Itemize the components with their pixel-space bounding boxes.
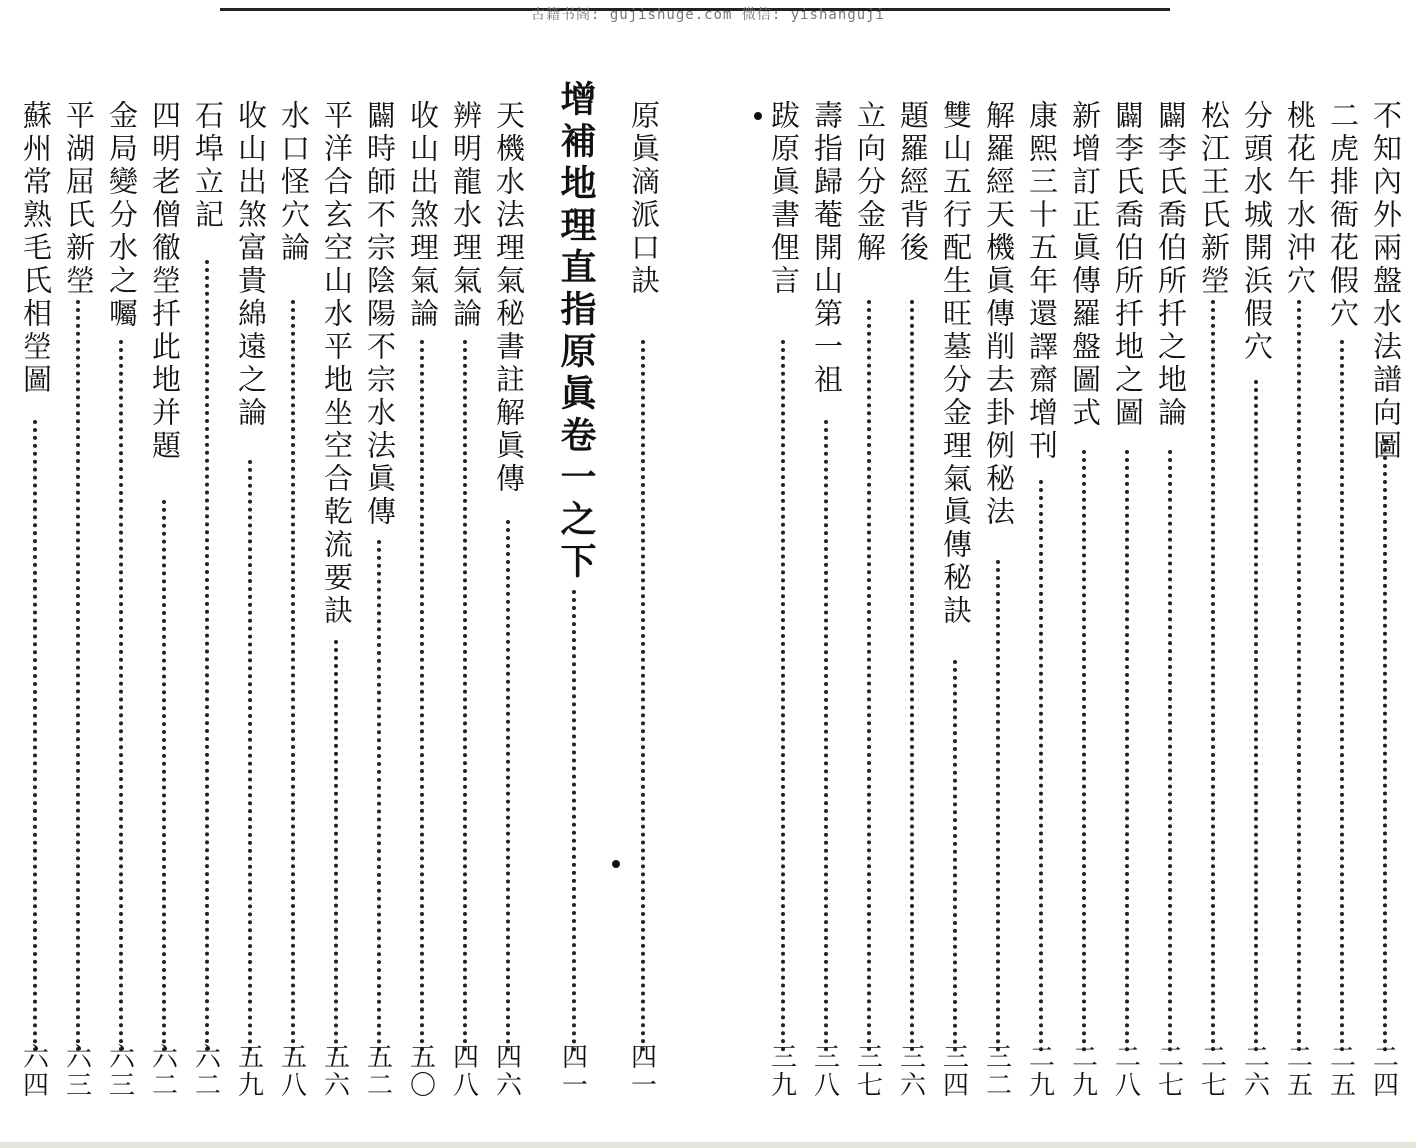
toc-entry-title: 水口怪穴論	[277, 100, 311, 265]
toc-entry[interactable]	[189, 100, 227, 1100]
leader-dots	[334, 640, 338, 1052]
scan-edge	[0, 1142, 1416, 1148]
leader-dots	[1383, 440, 1387, 1052]
ink-speck	[612, 860, 620, 868]
toc-entry-title: 松江王氏新塋	[1197, 100, 1231, 298]
toc-page-number: 三六	[899, 1043, 926, 1101]
toc-entry-title: 原眞滴派口訣	[627, 100, 661, 298]
toc-entry-title: 四明老僧徹塋扦此地并題	[148, 100, 182, 463]
leader-dots	[119, 340, 123, 1052]
leader-dots	[506, 520, 510, 1052]
toc-page-number: 六二	[194, 1043, 221, 1101]
toc-entry[interactable]	[361, 100, 399, 1100]
toc-entry-title: 蘇州常熟毛氏相塋圖	[19, 100, 53, 397]
leader-dots	[291, 300, 295, 1052]
toc-page-number: 二七	[1200, 1043, 1227, 1101]
toc-entry[interactable]	[146, 100, 184, 1100]
toc-page-number: 二四	[1372, 1043, 1399, 1101]
leader-dots	[76, 300, 80, 1052]
toc-entry[interactable]	[1109, 100, 1147, 1100]
toc-page-number: 二九	[1028, 1043, 1055, 1101]
leader-dots	[1211, 300, 1215, 1052]
toc-entry[interactable]	[318, 100, 356, 1100]
leader-dots	[1254, 380, 1258, 1052]
toc-entry-title: 分頭水城開浜假穴	[1240, 100, 1274, 364]
toc-entry[interactable]	[232, 100, 270, 1100]
toc-entry[interactable]	[1281, 100, 1319, 1100]
toc-page-number: 四一	[561, 1043, 588, 1101]
toc-page-number: 五九	[237, 1043, 264, 1101]
toc-page-number: 二六	[1243, 1043, 1270, 1101]
toc-page-number: 六四	[22, 1043, 49, 1101]
toc-entry-title: 石埠立記	[191, 100, 225, 232]
toc-entry-title: 闢李氏喬伯所扦地之圖	[1111, 100, 1145, 430]
toc-entry-title: 平湖屈氏新塋	[62, 100, 96, 298]
toc-entry-title: 平洋合玄空山水平地坐空合乾流要訣	[320, 100, 354, 628]
toc-entry-title: 二虎排衙花假穴	[1326, 100, 1360, 331]
toc-entry[interactable]	[980, 100, 1018, 1100]
ink-speck	[754, 112, 762, 120]
toc-page-number: 五六	[323, 1043, 350, 1101]
toc-page-number: 六二	[151, 1043, 178, 1101]
toc-entry-title: 解羅經天機眞傳削去卦例秘法	[982, 100, 1016, 529]
toc-entry[interactable]	[808, 100, 846, 1100]
toc-entry-title: 立向分金解	[853, 100, 887, 265]
leader-dots	[33, 420, 37, 1052]
toc-entry-title: 桃花午水沖穴	[1283, 100, 1317, 298]
toc-entry[interactable]	[60, 100, 98, 1100]
toc-entry-title: 收山出煞理氣論	[406, 100, 440, 331]
toc-page-number: 二七	[1157, 1043, 1184, 1101]
leader-dots	[1168, 450, 1172, 1052]
leader-dots	[910, 300, 914, 1052]
toc-entry[interactable]	[447, 100, 485, 1100]
leader-dots	[572, 590, 576, 1052]
toc-entry-title: 收山出煞富貴綿遠之論	[234, 100, 268, 430]
toc-entry-title: 壽指歸菴開山第一祖	[810, 100, 844, 397]
toc-entry[interactable]	[17, 100, 55, 1100]
toc-entry-title: 辨明龍水理氣論	[449, 100, 483, 331]
leader-dots	[996, 560, 1000, 1052]
toc-entry[interactable]	[1324, 100, 1362, 1100]
toc-page-number: 三四	[942, 1043, 969, 1101]
toc-entry-title: 闢李氏喬伯所扦之地論	[1154, 100, 1188, 430]
leader-dots	[377, 540, 381, 1052]
toc-page-number: 三七	[856, 1043, 883, 1101]
toc-entry-title: 新增訂正眞傳羅盤圖式	[1068, 100, 1102, 430]
leader-dots	[162, 500, 166, 1052]
leader-dots	[824, 420, 828, 1052]
leader-dots	[1082, 450, 1086, 1052]
toc-entry[interactable]	[103, 100, 141, 1100]
section-heading[interactable]	[552, 80, 598, 1100]
toc-entry[interactable]	[937, 100, 975, 1100]
toc-entry[interactable]	[1023, 100, 1061, 1100]
toc-entry-title: 康熙三十五年還譯齋增刊	[1025, 100, 1059, 463]
toc-page-number: 二五	[1329, 1043, 1356, 1101]
toc-page-number: 二九	[1071, 1043, 1098, 1101]
leader-dots	[641, 340, 645, 1052]
leader-dots	[1297, 300, 1301, 1052]
toc-entry-title: 雙山五行配生旺墓分金理氣眞傳秘訣	[939, 100, 973, 628]
toc-entry[interactable]	[1367, 100, 1405, 1100]
leader-dots	[867, 300, 871, 1052]
leader-dots	[1340, 340, 1344, 1052]
toc-page-number: 四六	[495, 1043, 522, 1101]
toc-entry[interactable]	[1195, 100, 1233, 1100]
toc-entry-title: 跋原眞書俚言	[767, 100, 801, 298]
toc-entry[interactable]	[275, 100, 313, 1100]
watermark: 古籍书阁: gujishuge.com 微信: yishanguji	[530, 7, 885, 23]
toc-entry[interactable]	[1066, 100, 1104, 1100]
toc-page-number: 六三	[65, 1043, 92, 1101]
leader-dots	[953, 660, 957, 1052]
toc-page-number: 六三	[108, 1043, 135, 1101]
toc-entry-title: 闢時師不宗陰陽不宗水法眞傳	[363, 100, 397, 529]
toc-page-number: 二五	[1286, 1043, 1313, 1101]
leader-dots	[1125, 450, 1129, 1052]
toc-entry-title: 不知內外兩盤水法譜向圖	[1369, 100, 1403, 463]
toc-page-number: 四八	[452, 1043, 479, 1101]
toc-entry-title: 金局變分水之囑	[105, 100, 139, 331]
toc-page-number: 五〇	[409, 1043, 436, 1101]
leader-dots	[1039, 480, 1043, 1052]
toc-page-number: 三八	[813, 1043, 840, 1101]
toc-entry[interactable]	[1238, 100, 1276, 1100]
toc-entry[interactable]	[404, 100, 442, 1100]
toc-entry[interactable]	[894, 100, 932, 1100]
leader-dots	[248, 460, 252, 1052]
toc-page-number: 五二	[366, 1043, 393, 1101]
leader-dots	[205, 260, 209, 1052]
toc-page-number: 五八	[280, 1043, 307, 1101]
section-heading-title: 增補地理直指原眞卷一之下	[555, 80, 596, 584]
leader-dots	[781, 340, 785, 1052]
toc-entry[interactable]	[490, 100, 528, 1100]
leader-dots	[420, 340, 424, 1052]
toc-entry[interactable]	[765, 100, 803, 1100]
leader-dots	[463, 340, 467, 1052]
toc-page-number: 二八	[1114, 1043, 1141, 1101]
toc-page-number: 四一	[630, 1043, 657, 1101]
toc-entry[interactable]	[1152, 100, 1190, 1100]
toc-entry[interactable]	[625, 100, 663, 1100]
toc-entry-title: 天機水法理氣秘書註解眞傳	[492, 100, 526, 496]
toc-page-number: 三九	[770, 1043, 797, 1101]
toc-page-number: 三二	[985, 1043, 1012, 1101]
toc-entry[interactable]	[851, 100, 889, 1100]
toc-entry-title: 題羅經背後	[896, 100, 930, 265]
